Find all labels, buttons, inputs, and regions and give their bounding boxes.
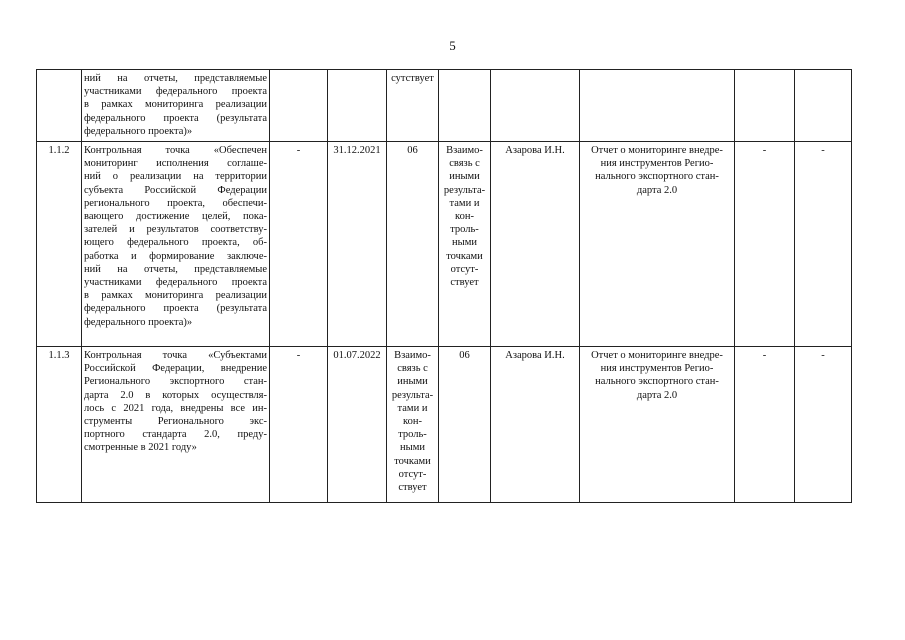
deadline-cell: [328, 347, 387, 503]
relationship-cell-line: связь с: [449, 158, 480, 170]
document-cell-line: дарта 2.0: [636, 389, 678, 401]
responsible-cell: [491, 347, 580, 503]
control-point-name-cell-line: Регионального экспортного стан-: [84, 376, 267, 388]
control-point-name-cell-line: в рамках мониторинга реализации: [84, 290, 267, 302]
relationship-cell: [439, 347, 491, 503]
document-cell-line: нального экспортного стан-: [595, 376, 719, 388]
control-point-name-cell-line: участниками федерального проекта: [84, 86, 267, 98]
page-number: 5: [449, 38, 456, 53]
col10-cell: [795, 347, 852, 503]
table-row: [37, 142, 852, 347]
control-point-name-cell-line: субъекта Российской Федерации: [84, 184, 267, 196]
col9-cell: [735, 347, 795, 503]
document-cell-line: ния инструментов Регио-: [600, 363, 714, 375]
row-number-cell: [37, 142, 82, 347]
type-cell-line: сутствует: [391, 73, 434, 84]
control-point-name-cell-line: портного стандарта 2.0, преду-: [84, 429, 267, 441]
control-point-name-cell-line: ний на отчеты, представляемые: [84, 263, 267, 275]
type-cell-line: связь с: [397, 363, 428, 375]
relationship-cell-line: Взаимо-: [446, 145, 483, 156]
type-cell-line: результа-: [391, 389, 434, 401]
relationship-cell-line: 06: [459, 350, 470, 361]
col9-cell-text: -: [762, 145, 767, 156]
type-cell: [387, 142, 439, 347]
deadline-cell: [328, 70, 387, 142]
row-number-cell: [37, 347, 82, 503]
type-cell-line: отсут-: [398, 468, 427, 480]
responsible-cell-text: Азарова И.Н.: [505, 350, 565, 361]
control-point-name-cell-line: федерального проекта (результата: [84, 112, 267, 124]
type-cell-line: ствует: [398, 482, 427, 494]
deadline-cell-text: 01.07.2022: [333, 350, 381, 361]
type-cell-line: ными: [400, 442, 425, 454]
relationship-cell-line: отсут-: [450, 263, 479, 275]
control-point-name-cell-line: лось с 2021 года, внедрены все ин-: [84, 402, 267, 414]
type-cell-line: троль-: [398, 429, 427, 441]
type-cell: [387, 70, 439, 142]
relationship-cell-line: иными: [449, 171, 480, 183]
document-cell-line: Отчет о мониторинге внедре-: [591, 350, 723, 361]
control-points-table: [36, 69, 852, 503]
base-value-cell: [270, 70, 328, 142]
control-point-name-cell-line: регионального проекта, обеспечи-: [84, 197, 267, 209]
control-point-name-cell-line: Российской Федерации, внедрение: [84, 363, 267, 375]
base-value-cell: [270, 347, 328, 503]
col9-cell: [735, 70, 795, 142]
row-number-cell-text: 1.1.2: [48, 145, 70, 156]
document-cell-line: ния инструментов Регио-: [600, 158, 714, 170]
type-cell-line: точками: [394, 455, 431, 467]
document-cell-line: нального экспортного стан-: [595, 171, 719, 183]
control-point-name-cell-line: ний на отчеты, представляемые: [84, 73, 267, 84]
document-cell: [580, 347, 735, 503]
control-point-name-cell-line: ющего федерального проекта, об-: [84, 237, 267, 249]
col10-cell-text: -: [821, 145, 825, 156]
base-value-cell-text: -: [296, 145, 301, 156]
relationship-cell: [439, 70, 491, 142]
control-point-name-cell: [82, 347, 270, 503]
relationship-cell-line: тами и: [449, 197, 480, 209]
control-point-name-cell: [82, 142, 270, 347]
responsible-cell-text: Азарова И.Н.: [505, 145, 565, 156]
control-point-name-cell-line: смотренные в 2021 году»: [84, 442, 197, 454]
control-point-name-cell: [82, 70, 270, 142]
relationship-cell-line: кон-: [455, 211, 474, 223]
base-value-cell-text: -: [296, 350, 301, 361]
deadline-cell-text: 31.12.2021: [333, 145, 381, 156]
control-point-name-cell-line: участниками федерального проекта: [84, 277, 267, 289]
row-number-cell-text: 1.1.3: [48, 350, 70, 361]
control-point-name-cell-line: струменты Регионального экс-: [84, 416, 267, 428]
responsible-cell: [491, 142, 580, 347]
document-cell: [580, 70, 735, 142]
deadline-cell: [328, 142, 387, 347]
responsible-cell: [491, 70, 580, 142]
type-cell-line: тами и: [397, 402, 428, 414]
document-cell: [580, 142, 735, 347]
table-body: [37, 70, 852, 503]
table-row: [37, 347, 852, 503]
relationship-cell-line: троль-: [450, 224, 479, 236]
control-point-name-cell-line: работка и формирование заключе-: [84, 250, 267, 262]
control-point-name-cell-line: Контрольная точка «Субъектами: [84, 350, 267, 361]
base-value-cell: [270, 142, 328, 347]
control-point-name-cell-line: в рамках мониторинга реализации: [84, 99, 267, 111]
col9-cell: [735, 142, 795, 347]
relationship-cell: [439, 142, 491, 347]
relationship-cell-line: ствует: [450, 277, 479, 289]
relationship-cell-line: точками: [446, 250, 483, 262]
control-point-name-cell-line: Контрольная точка «Обеспечен: [84, 145, 267, 156]
document-cell-line: дарта 2.0: [636, 184, 678, 196]
type-cell-line: кон-: [403, 416, 422, 428]
relationship-cell-line: ными: [452, 237, 477, 249]
col10-cell: [795, 142, 852, 347]
control-point-name-cell-line: федерального проекта)»: [84, 316, 193, 328]
control-point-name-cell-line: зателей и результатов соответству-: [84, 224, 267, 236]
control-point-name-cell-line: федерального проекта (результата: [84, 303, 267, 315]
control-point-name-cell-line: ний о реализации на территории: [84, 171, 267, 183]
type-cell: [387, 347, 439, 503]
control-point-name-cell-line: мониторинг исполнения соглаше-: [84, 158, 267, 170]
control-point-name-cell-line: дарта 2.0 в которых осуществля-: [84, 389, 267, 401]
type-cell-line: Взаимо-: [394, 350, 431, 361]
type-cell-line: иными: [397, 376, 428, 388]
col9-cell-text: -: [762, 350, 767, 361]
row-number-cell: [37, 70, 82, 142]
relationship-cell-line: результа-: [443, 184, 486, 196]
control-point-name-cell-line: вающего достижение целей, пока-: [84, 211, 267, 223]
table-row: [37, 70, 852, 142]
col10-cell-text: -: [821, 350, 825, 361]
document-cell-line: Отчет о мониторинге внедре-: [591, 145, 723, 156]
col10-cell: [795, 70, 852, 142]
type-cell-line: 06: [407, 145, 418, 156]
control-point-name-cell-line: федерального проекта)»: [84, 125, 193, 137]
